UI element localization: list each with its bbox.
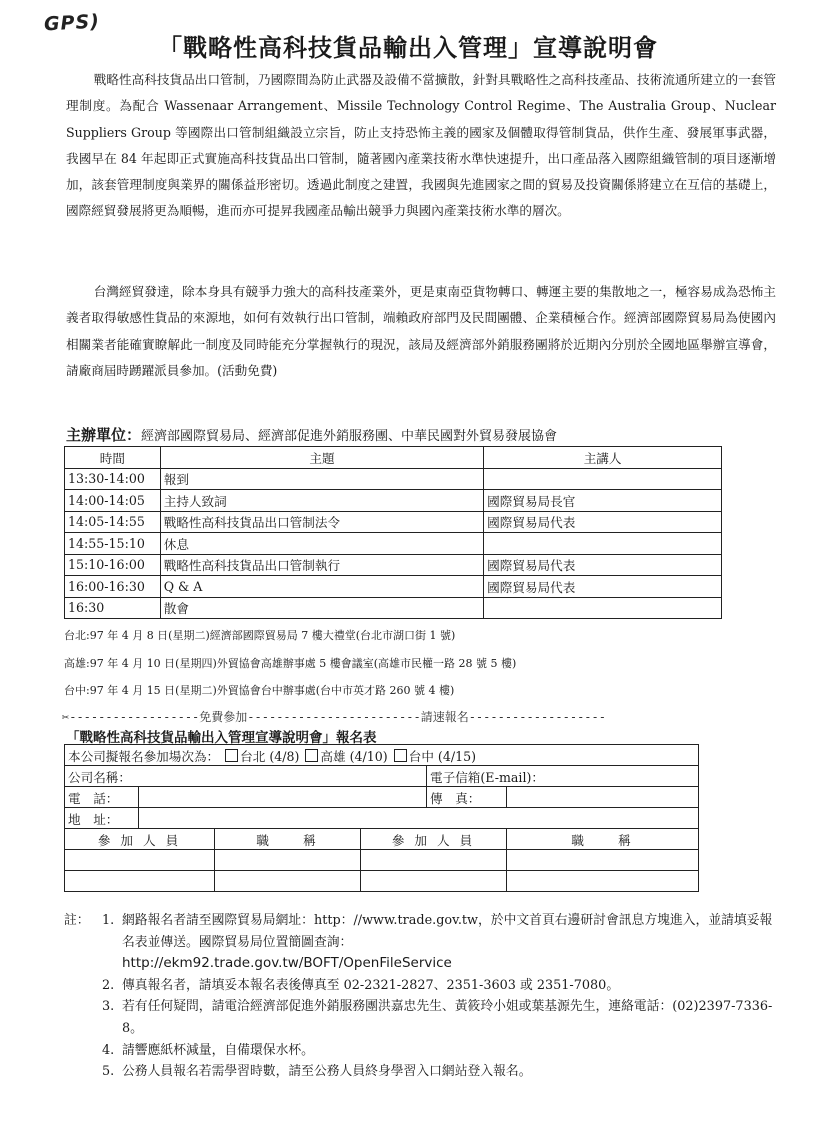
table-row bbox=[65, 490, 722, 512]
note-text: 傳真報名者，請填妥本報名表後傳真至 02-2321-2827、2351-3603 或 2351-7080。 bbox=[122, 977, 620, 993]
fax-field[interactable] bbox=[507, 787, 699, 808]
note-number: 2. bbox=[102, 977, 115, 993]
organizer-label: 主辦單位： bbox=[66, 426, 142, 444]
header-time: 時間 bbox=[65, 447, 161, 469]
note-text: 網路報名者請至國際貿易局網址：http：//www.trade.gov.tw，於中文首頁右邊研討會訊息方塊進入，並請填妥報名表並傳送。國際貿易局位置簡圖查詢： bbox=[122, 913, 773, 950]
session-row bbox=[65, 745, 699, 766]
scissors-icon: ✂ bbox=[62, 710, 70, 724]
checkbox-taichung[interactable] bbox=[394, 749, 407, 762]
row-topic: 戰略性高科技貨品出口管制執行 bbox=[160, 554, 483, 576]
row-time: 13:30-14:00 bbox=[65, 468, 161, 490]
attendee-header: 參 加 人 員 bbox=[65, 829, 215, 850]
location-kaohsiung: 高雄:97 年 4 月 10 日(星期四)外貿協會高雄辦事處 5 樓會議室(高雄市民權一路 28 號 5 樓) bbox=[64, 657, 517, 670]
row-time: 14:55-15:10 bbox=[65, 533, 161, 555]
company-row bbox=[65, 766, 699, 787]
cut-line bbox=[62, 708, 712, 725]
note-number: 5. bbox=[102, 1064, 115, 1080]
row-speaker: 國際貿易局代表 bbox=[484, 554, 722, 576]
notes-label: 註： bbox=[64, 913, 90, 928]
attendee-name-field[interactable] bbox=[361, 871, 507, 892]
row-topic: 戰略性高科技貨品出口管制法令 bbox=[160, 511, 483, 533]
attendee-position-field[interactable] bbox=[215, 850, 361, 871]
attendee-name-field[interactable] bbox=[65, 850, 215, 871]
address-row bbox=[65, 808, 699, 829]
fax-label: 傳 真： bbox=[427, 787, 507, 808]
address-field[interactable] bbox=[139, 808, 699, 829]
position-header: 職 稱 bbox=[507, 829, 699, 850]
phone-row bbox=[65, 787, 699, 808]
cut-dashes: ------------------- bbox=[468, 710, 606, 724]
address-label: 地 址： bbox=[65, 808, 139, 829]
option-kaohsiung: 高雄 (4/10) bbox=[320, 748, 388, 764]
page-title: 「戰略性高科技貨品輸出入管理」宣導說明會 bbox=[158, 33, 658, 62]
free-label: 免費參加 bbox=[199, 710, 248, 724]
row-speaker bbox=[484, 533, 722, 555]
attendee-position-field[interactable] bbox=[507, 871, 699, 892]
apply-label: 請速報名 bbox=[420, 710, 469, 724]
header-topic: 主題 bbox=[160, 447, 483, 469]
list-item bbox=[64, 1040, 784, 1062]
session-cell bbox=[65, 745, 699, 766]
option-taipei: 台北 (4/8) bbox=[240, 748, 300, 764]
location-taipei: 台北:97 年 4 月 8 日(星期二)經濟部國際貿易局 7 樓大禮堂(台北市湖口街 1 號) bbox=[64, 629, 456, 642]
row-topic: 報到 bbox=[160, 468, 483, 490]
location-taichung: 台中:97 年 4 月 15 日(星期二)外貿協會台中辦事處(台中市英才路 260 號 4 樓) bbox=[64, 684, 455, 697]
row-time: 15:10-16:00 bbox=[65, 554, 161, 576]
cut-dashes: ------------------------ bbox=[247, 710, 421, 724]
organizer-line bbox=[66, 424, 786, 445]
note-number: 4. bbox=[102, 1042, 115, 1058]
organizer-text: 經濟部國際貿易局、經濟部促進外銷服務團、中華民國對外貿易發展協會 bbox=[141, 429, 558, 444]
phone-label: 電 話： bbox=[65, 787, 139, 808]
row-time: 16:30 bbox=[65, 597, 161, 619]
header-speaker: 主講人 bbox=[484, 447, 722, 469]
attendee-name-field[interactable] bbox=[361, 850, 507, 871]
phone-field[interactable] bbox=[139, 787, 427, 808]
list-item bbox=[64, 1061, 784, 1083]
note-text: 請響應紙杯減量，自備環保水杯。 bbox=[122, 1042, 314, 1058]
notes-section bbox=[64, 910, 784, 1083]
attendee-row bbox=[65, 850, 699, 871]
row-speaker bbox=[484, 468, 722, 490]
attendee-position-field[interactable] bbox=[507, 850, 699, 871]
row-topic: 主持人致詞 bbox=[160, 490, 483, 512]
row-time: 16:00-16:30 bbox=[65, 576, 161, 598]
row-speaker bbox=[484, 597, 722, 619]
table-row bbox=[65, 554, 722, 576]
checkbox-taipei[interactable] bbox=[225, 749, 238, 762]
registration-form bbox=[64, 744, 699, 892]
checkbox-kaohsiung[interactable] bbox=[305, 749, 318, 762]
cut-dashes: ------------------ bbox=[69, 710, 200, 724]
row-topic: 散會 bbox=[160, 597, 483, 619]
position-header: 職 稱 bbox=[215, 829, 361, 850]
schedule-header-row bbox=[65, 447, 722, 469]
list-item bbox=[64, 996, 784, 1039]
attendee-position-field[interactable] bbox=[215, 871, 361, 892]
handwritten-mark: GPS) bbox=[43, 10, 101, 36]
schedule-table bbox=[64, 446, 722, 619]
context-paragraph: 台灣經貿發達，除本身具有競爭力強大的高科技產業外，更是東南亞貨物轉口、轉運主要的集散地之一，極容易成為恐怖主義者取得敏感性貨品的來源地，如何有效執行出口管制，端賴政府部門及民間團體、企業積極合作。經濟部國際貿易局為使國內相關業者能確實瞭解此一制度及同時能充分掌握執行的現況，該局及經濟部外銷服務團將於近期內分別於全國地區舉辦宣導會，請廠商屆時踴躍派員參加。(活動免費) bbox=[66, 284, 776, 378]
company-field[interactable]: 公司名稱： bbox=[65, 766, 427, 787]
note-number: 1. bbox=[102, 913, 115, 928]
intro-paragraph: 戰略性高科技貨品出口管制，乃國際間為防止武器及設備不當擴散，針對具戰略性之高科技產品、技術流通所建立的一套管理制度。為配合 Wassenaar Arrangement、Missile Technology Control Regime、The Australia Group、Nuclear Suppliers Group 等國際出口管制組織設立宗旨，防止支持恐怖主義的國家及個體取得管制貨品，供作生產、發展軍事武器，我國早在 84 年起即正式實施高科技貨品出口管制，隨著國內產業技術水準快速提升，出口產品落入國際組織管制的項目逐漸增加，該套管理制度與業界的關係益形密切。透過此制度之建置，我國與先進國家之間的貿易及投資關係將建立在互信的基礎上，國際經貿發展將更為順暢，進而亦可提昇我國產品輸出競爭力與國內產業技術水準的層次。 bbox=[66, 72, 776, 219]
table-row bbox=[65, 597, 722, 619]
attendee-row bbox=[65, 871, 699, 892]
list-item bbox=[64, 910, 784, 953]
note-number: 3. bbox=[102, 999, 115, 1015]
email-field[interactable]: 電子信箱(E-mail)： bbox=[427, 766, 699, 787]
option-taichung: 台中 (4/15) bbox=[408, 748, 477, 764]
session-label: 本公司擬報名參加場次為： bbox=[68, 748, 220, 764]
attendee-name-field[interactable] bbox=[65, 871, 215, 892]
table-row bbox=[65, 511, 722, 533]
row-topic: Q & A bbox=[160, 576, 483, 598]
table-row bbox=[65, 576, 722, 598]
map-url-link[interactable]: http://ekm92.trade.gov.tw/BOFT/OpenFileService bbox=[122, 955, 452, 972]
form-title: 「戰略性高科技貨品輸出入管理宣導說明會」報名表 bbox=[66, 730, 377, 746]
table-row bbox=[65, 533, 722, 555]
attendee-header: 參 加 人 員 bbox=[361, 829, 507, 850]
row-speaker: 國際貿易局代表 bbox=[484, 576, 722, 598]
row-speaker: 國際貿易局長官 bbox=[484, 490, 722, 512]
row-topic: 休息 bbox=[160, 533, 483, 555]
note-text: 若有任何疑問，請電洽經濟部促進外銷服務團洪嘉忠先生、黃筱玲小姐或葉基源先生，連絡電話：(02)2397-7336-8。 bbox=[122, 999, 773, 1036]
row-speaker: 國際貿易局代表 bbox=[484, 511, 722, 533]
row-time: 14:00-14:05 bbox=[65, 490, 161, 512]
note-text: 公務人員報名若需學習時數，請至公務人員終身學習入口網站登入報名。 bbox=[122, 1064, 532, 1080]
map-url-line bbox=[64, 953, 784, 975]
table-row bbox=[65, 468, 722, 490]
list-item bbox=[64, 975, 784, 997]
row-time: 14:05-14:55 bbox=[65, 511, 161, 533]
attendee-header-row bbox=[65, 829, 699, 850]
